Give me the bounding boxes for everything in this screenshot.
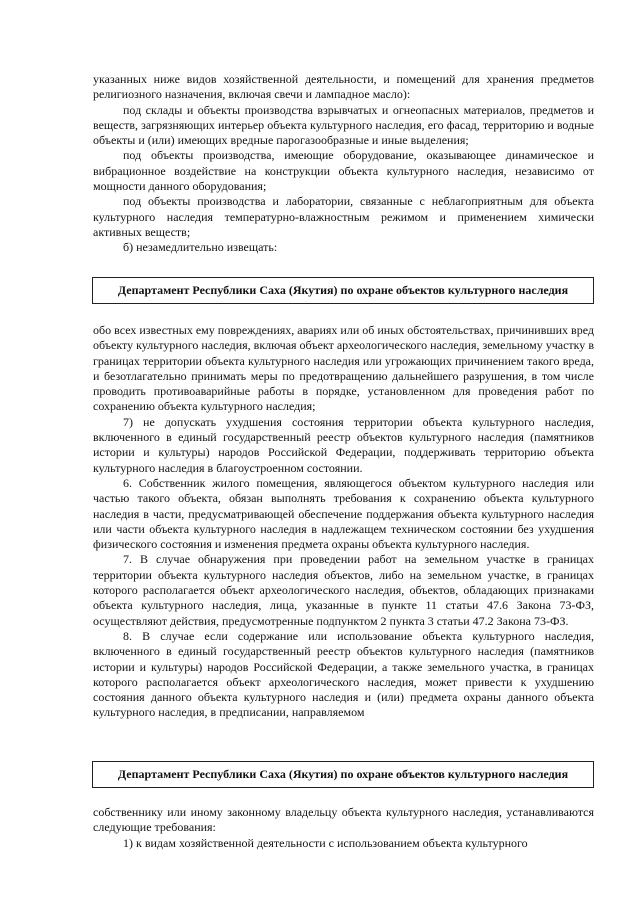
department-header-banner: Департамент Республики Саха (Якутия) по охране объектов культурного наследия [92,277,594,304]
paragraph: собственнику или иному законному владельцу объекта культурного наследия, устанавливаются следующие требования: [93,805,594,835]
text-section-3 [93,805,594,851]
paragraph: б) незамедлительно извещать: [123,240,278,255]
department-header-banner: Департамент Республики Саха (Якутия) по охране объектов культурного наследия [92,761,594,788]
paragraph: указанных ниже видов хозяйственной деятельности, и помещений для хранения предметов религиозного назначения, включая свечи и лампадное масло): [93,72,594,102]
paragraph: 6. Собственник жилого помещения, являющегося объектом культурного наследия или частью такого объекта, обязан выполнять требования к сохранению объекта культурного наследия в части, предусматривающей обеспечение поддержания объекта культурного наследия или части объекта культурного наследия в надлежащем техническом состоянии без ухудшения физического состояния и изменения предмета охраны объекта культурного наследия. [93,475,594,552]
paragraph: 7. В случае обнаружения при проведении работ на земельном участке в границах территории объекта культурного наследия объектов, либо на земельном участке, в границах которого располагается объект археологического наследия, объектов, обладающих признаками объекта культурного наследия, лица, указанные в пункте 11 статьи 47.6 Закона 73-ФЗ, осуществляют действия, предусмотренные подпунктом 2 пункта 3 статьи 47.2 Закона 73-ФЗ. [93,552,594,628]
paragraph: обо всех известных ему повреждениях, авариях или об иных обстоятельствах, причинивших вред объекту культурного наследия, включая объект археологического наследия, земельному участку в границах территории объекта культурного наследия или угрожающих причинением такого вреда, и безотлагательно принимать меры по предотвращению дальнейшего разрушения, в том числе проводить противоаварийные работы в порядке, установленном для проведения работ по сохранению объекта культурного наследия; [93,323,594,414]
paragraph: под склады и объекты производства взрывчатых и огнеопасных материалов, предметов и веществ, загрязняющих интерьер объекта культурного наследия, его фасад, территорию и водные объекты и (или) имеющих вредные парогазообразные и иные выделения; [93,102,594,148]
text-section-1 [93,72,594,256]
paragraph: под объекты производства, имеющие оборудование, оказывающее динамическое и вибрационное воздействие на конструкции объекта культурного наследия, независимо от мощности данного оборудования; [93,148,594,194]
paragraph: 7) не допускать ухудшения состояния территории объекта культурного наследия, включенного в единый государственный реестр объектов культурного наследия (памятников истории и культуры) народов Российской Федерации, поддерживать территорию объекта культурного наследия в благоустроенном состоянии. [93,414,594,475]
paragraph: 8. В случае если содержание или использование объекта культурного наследия, включенного в единый государственный реестр объектов культурного наследия (памятников истории и культуры) народов Российской Федерации, а также земельного участка, в границах которого располагается объект археологического наследия, может привести к ухудшению состояния данного объекта культурного наследия и (или) предмета охраны данного объекта культурного наследия, в предписании, направляемом [93,628,594,720]
text-section-2 [93,323,594,721]
paragraph: под объекты производства и лаборатории, связанные с неблагоприятным для объекта культурного наследия температурно-влажностным режимом и применением химически активных веществ; [93,194,594,239]
paragraph: 1) к видам хозяйственной деятельности с использованием объекта культурного [123,835,528,850]
